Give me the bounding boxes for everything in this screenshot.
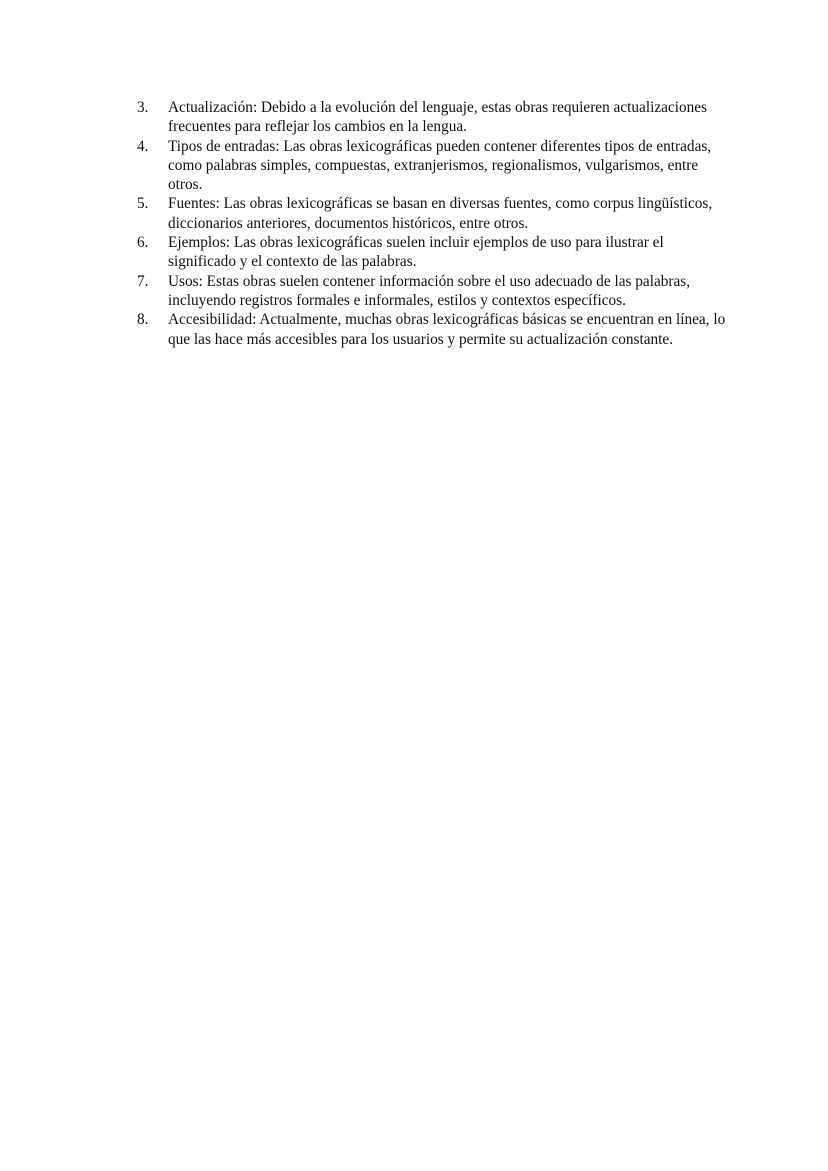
list-item (137, 194, 727, 233)
list-item-text: Usos: Estas obras suelen contener información sobre el uso adecuado de las palabras, incluyendo registros formales e informales, estilos y contextos específicos. (168, 272, 691, 309)
list-item-number: 7. (137, 272, 149, 290)
list-item-text: Fuentes: Las obras lexicográficas se basan en diversas fuentes, como corpus lingüísticos, diccionarios anteriores, documentos históricos, entre otros. (168, 195, 713, 232)
list-item (137, 233, 727, 272)
list-item-number: 3. (137, 99, 149, 116)
list-item-number: 4. (137, 137, 149, 155)
list-item (137, 272, 727, 311)
list-item-text: Ejemplos: Las obras lexicográficas suelen incluir ejemplos de uso para ilustrar el significado y el contexto de las palabras. (168, 234, 664, 271)
list-item-number: 6. (137, 234, 149, 252)
list-item-number: 5. (137, 195, 149, 213)
list-item (137, 137, 727, 195)
list-item-text: Tipos de entradas: Las obras lexicográficas pueden contener diferentes tipos de entradas, como palabras simples, compuestas, extranjerismos, regionalismos, vulgarismos, entre otros. (168, 137, 712, 194)
list-item-text: Actualización: Debido a la evolución del lenguaje, estas obras requieren actualizaciones frecuentes para reflejar los cambios en la lengua. (168, 99, 707, 136)
list-item (137, 98, 727, 137)
numbered-list (137, 98, 727, 349)
list-item-number: 8. (137, 311, 149, 329)
list-item (137, 310, 727, 349)
list-item-text: Accesibilidad: Actualmente, muchas obras lexicográficas básicas se encuentran en línea, lo que las hace más accesibles para los usuarios y permite su actualización constante. (168, 311, 726, 348)
